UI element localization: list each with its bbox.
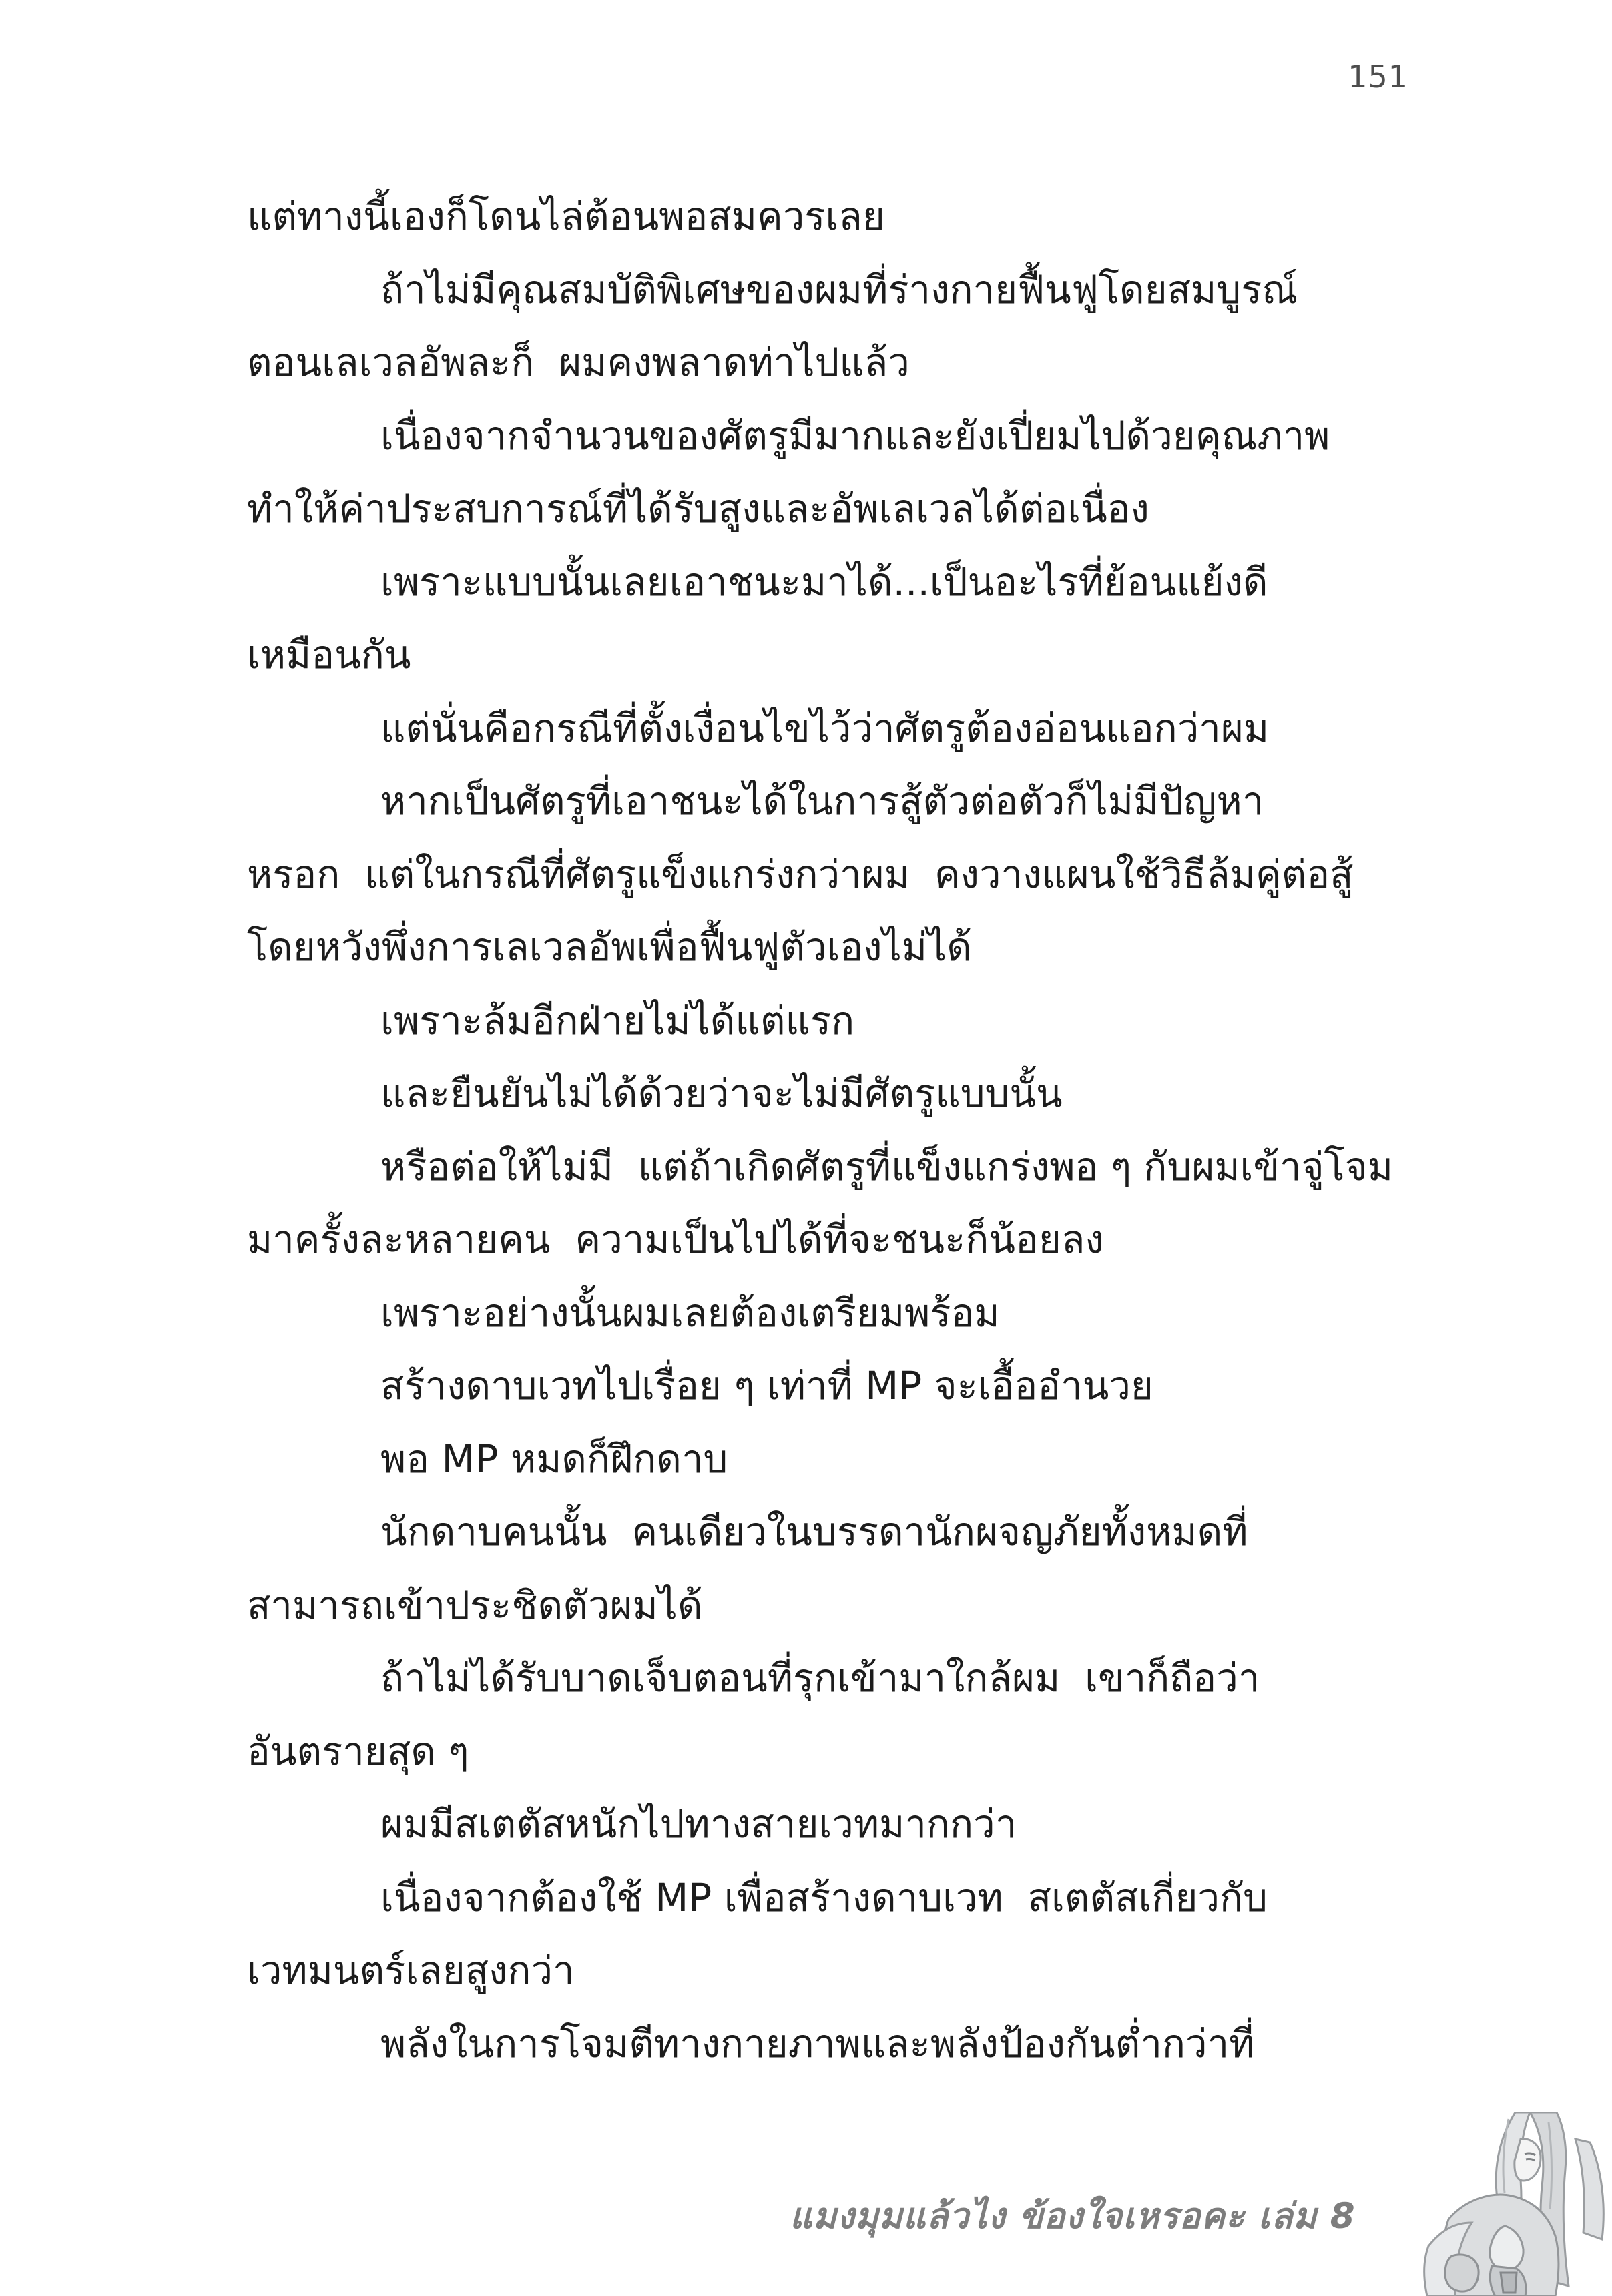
text-line: และยืนยันไม่ได้ด้วยว่าจะไม่มีศัตรูแบบนั้น [380,1071,1063,1116]
text-line: เวทมนตร์เลยสูงกว่า [247,1948,575,1993]
text-line: เนื่องจากต้องใช้ MP เพื่อสร้างดาบเวท สเตตัสเกี่ยวกับ [380,1874,1268,1920]
text-line: อันตรายสุด ๆ [247,1728,469,1774]
text-line: พอ MP หมดก็ฝึกดาบ [380,1436,728,1482]
book-title-footer: แมงมุมแล้วไง ข้องใจเหรอคะ เล่ม 8 [790,2196,1356,2237]
text-line: เพราะอย่างนั้นผมเลยต้องเตรียมพร้อม [380,1289,1000,1336]
text-line: หากเป็นศัตรูที่เอาชนะได้ในการสู้ตัวต่อตัวก็ไม่มีปัญหา [380,778,1264,824]
text-line: หรอก แต่ในกรณีที่ศัตรูแข็งแกร่งกว่าผม คงวางแผนใช้วิธีล้มคู่ต่อสู้ [247,851,1354,897]
text-line: สามารถเข้าประชิดตัวผมได้ [247,1582,703,1628]
text-line: แต่นั่นคือกรณีที่ตั้งเงื่อนไขไว้ว่าศัตรูต้องอ่อนแอกว่าผม [380,705,1270,751]
text-line: สร้างดาบเวทไปเรื่อย ๆ เท่าที่ MP จะเอื้ออำนวย [380,1363,1153,1408]
text-line: หรือต่อให้ไม่มี แต่ถ้าเกิดศัตรูที่แข็งแกร่งพอ ๆ กับผมเข้าจู่โจม [380,1143,1393,1189]
text-line: ตอนเลเวลอัพละก็ ผมคงพลาดท่าไปแล้ว [247,340,910,385]
text-line: แต่ทางนี้เองก็โดนไล่ต้อนพอสมควรเลย [247,194,885,239]
text-line: พลังในการโจมตีทางกายภาพและพลังป้องกันต่ำกว่าที่ [380,2020,1255,2066]
text-line: โดยหวังพึ่งการเลเวลอัพเพื่อฟื้นฟูตัวเองไม่ได้ [247,924,972,970]
text-line: ถ้าไม่ได้รับบาดเจ็บตอนที่รุกเข้ามาใกล้ผม เขาก็ถือว่า [380,1655,1260,1701]
text-line: เหมือนกัน [247,632,411,677]
text-line: ผมมีสเตตัสหนักไปทางสายเวทมากกว่า [380,1801,1017,1847]
text-line: เนื่องจากจำนวนของศัตรูมีมากและยังเปี่ยมไปด้วยคุณภาพ [380,412,1330,459]
page-number: 151 [1348,59,1408,95]
text-line: เพราะแบบนั้นเลยเอาชนะมาได้...เป็นอะไรที่ย้อนแย้งดี [380,559,1268,605]
body-text [247,180,1489,2080]
text-line: มาครั้งละหลายคน ความเป็นไปได้ที่จะชนะก็น้อยลง [247,1217,1104,1262]
text-line: นักดาบคนนั้น คนเดียวในบรรดานักผจญภัยทั้งหมดที่ [380,1509,1248,1554]
text-line: เพราะล้มอีกฝ่ายไม่ได้แต่แรก [380,997,855,1043]
text-line: ทำให้ค่าประสบการณ์ที่ได้รับสูงและอัพเลเวลได้ต่อเนื่อง [247,486,1149,531]
text-line: ถ้าไม่มีคุณสมบัติพิเศษของผมที่ร่างกายฟื้นฟูโดยสมบูรณ์ [380,266,1298,312]
character-illustration [1348,2112,1612,2296]
